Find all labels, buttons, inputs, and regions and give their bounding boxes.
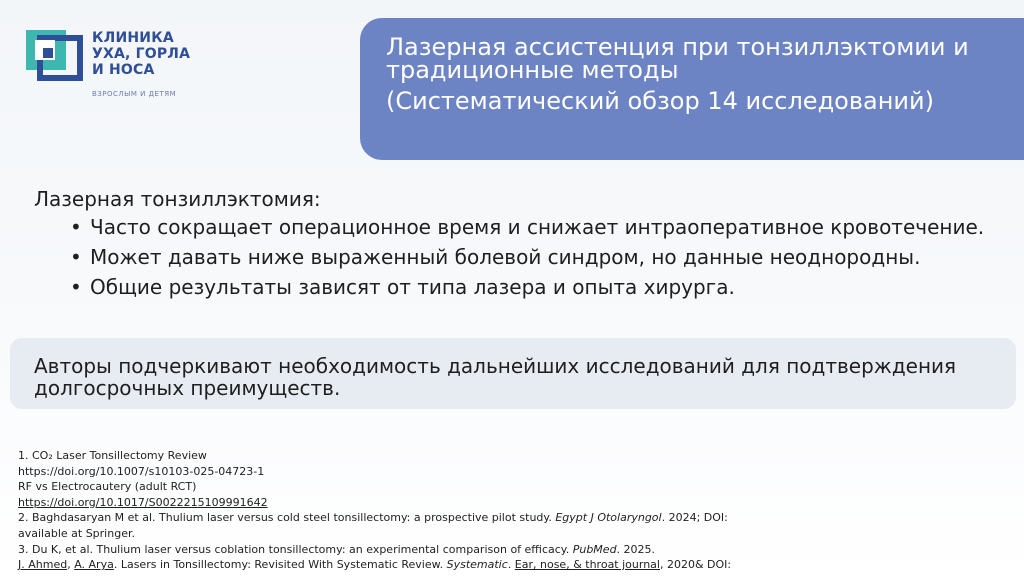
title-banner (360, 18, 1024, 160)
reference-2 (18, 510, 998, 526)
bullet-item (70, 246, 994, 268)
reference-4-journal-link[interactable]: Ear, nose, & throat journal (514, 558, 660, 572)
bullet-text: Общие результаты зависят от типа лазера и опыта хирурга. (90, 275, 735, 299)
bullet-dot-icon: • (70, 275, 82, 299)
reference-2-tail: . 2024; DOI: (661, 511, 728, 525)
reference-1-title: 1. CO₂ Laser Tonsillectomy Review (18, 449, 207, 462)
reference-1-url: https://doi.org/10.1007/s10103-025-04723-1 (18, 464, 265, 478)
reference-2-journal: Egypt J Otolaryngol (555, 511, 662, 525)
references (18, 448, 998, 573)
bullet-text: Может давать ниже выраженный болевой синдром, но данные неоднородны. (90, 245, 921, 269)
bullet-list (34, 216, 994, 298)
reference-4-tail: , 2020& DOI: (659, 558, 732, 572)
logo-line-1: КЛИНИКА (92, 30, 174, 46)
bullet-item (70, 276, 994, 298)
slide-title (386, 33, 1024, 115)
bullet-text: Часто сокращает операционное время и снижает интраоперативное кровотечение. (90, 215, 985, 239)
reference-3-tail: . 2025. (616, 542, 656, 556)
reference-4-sep: , (67, 558, 75, 572)
conclusion-text: Авторы подчеркивают необходимость дальнейших исследований для подтверждения долгосрочных преимуществ. (34, 354, 957, 400)
reference-2-text: 2. Baghdasaryan M et al. Thulium laser versus cold steel tonsillectomy: a prospective pilot study. (18, 511, 556, 525)
logo-line-3: И НОСА (92, 62, 155, 78)
reference-4-dot: . (507, 558, 515, 572)
reference-2-line2: available at Springer. (18, 526, 135, 540)
lead-text: Лазерная тонзиллэктомия: (34, 187, 321, 211)
reference-1b-link[interactable]: https://doi.org/10.1017/S0022215109991642 (18, 495, 268, 509)
slide-title-main: Лазерная ассистенция при тонзиллэктомии и традиционные методы (386, 33, 969, 84)
reference-4-author-1-link[interactable]: J. Ahmed (18, 558, 68, 572)
bullet-item (70, 216, 994, 238)
reference-4 (18, 557, 998, 573)
slide-title-sub: (Систематический обзор 14 исследований) (386, 87, 934, 115)
bullet-dot-icon: • (70, 215, 82, 239)
bullet-dot-icon: • (70, 245, 82, 269)
reference-4-author-2-link[interactable]: A. Arya (74, 558, 114, 572)
logo-line-2: УХА, ГОРЛА (92, 46, 191, 62)
clinic-logo-tagline: ВЗРОСЛЫМ И ДЕТЯМ (92, 90, 177, 98)
clinic-logo-icon (26, 24, 84, 82)
slide-body (34, 188, 994, 306)
reference-4-text: . Lasers in Tonsillectomy: Revisited With Systematic Review. (113, 558, 447, 572)
reference-3-text: 3. Du K, et al. Thulium laser versus coblation tonsillectomy: an experimental comparison of efficacy. (18, 542, 573, 556)
clinic-logo-name (92, 30, 190, 78)
reference-1b-title: RF vs Electrocautery (adult RCT) (18, 480, 197, 494)
reference-3 (18, 542, 998, 558)
clinic-logo (26, 24, 226, 104)
reference-4-type: Systematic (446, 558, 508, 572)
reference-3-journal: PubMed (572, 542, 617, 556)
